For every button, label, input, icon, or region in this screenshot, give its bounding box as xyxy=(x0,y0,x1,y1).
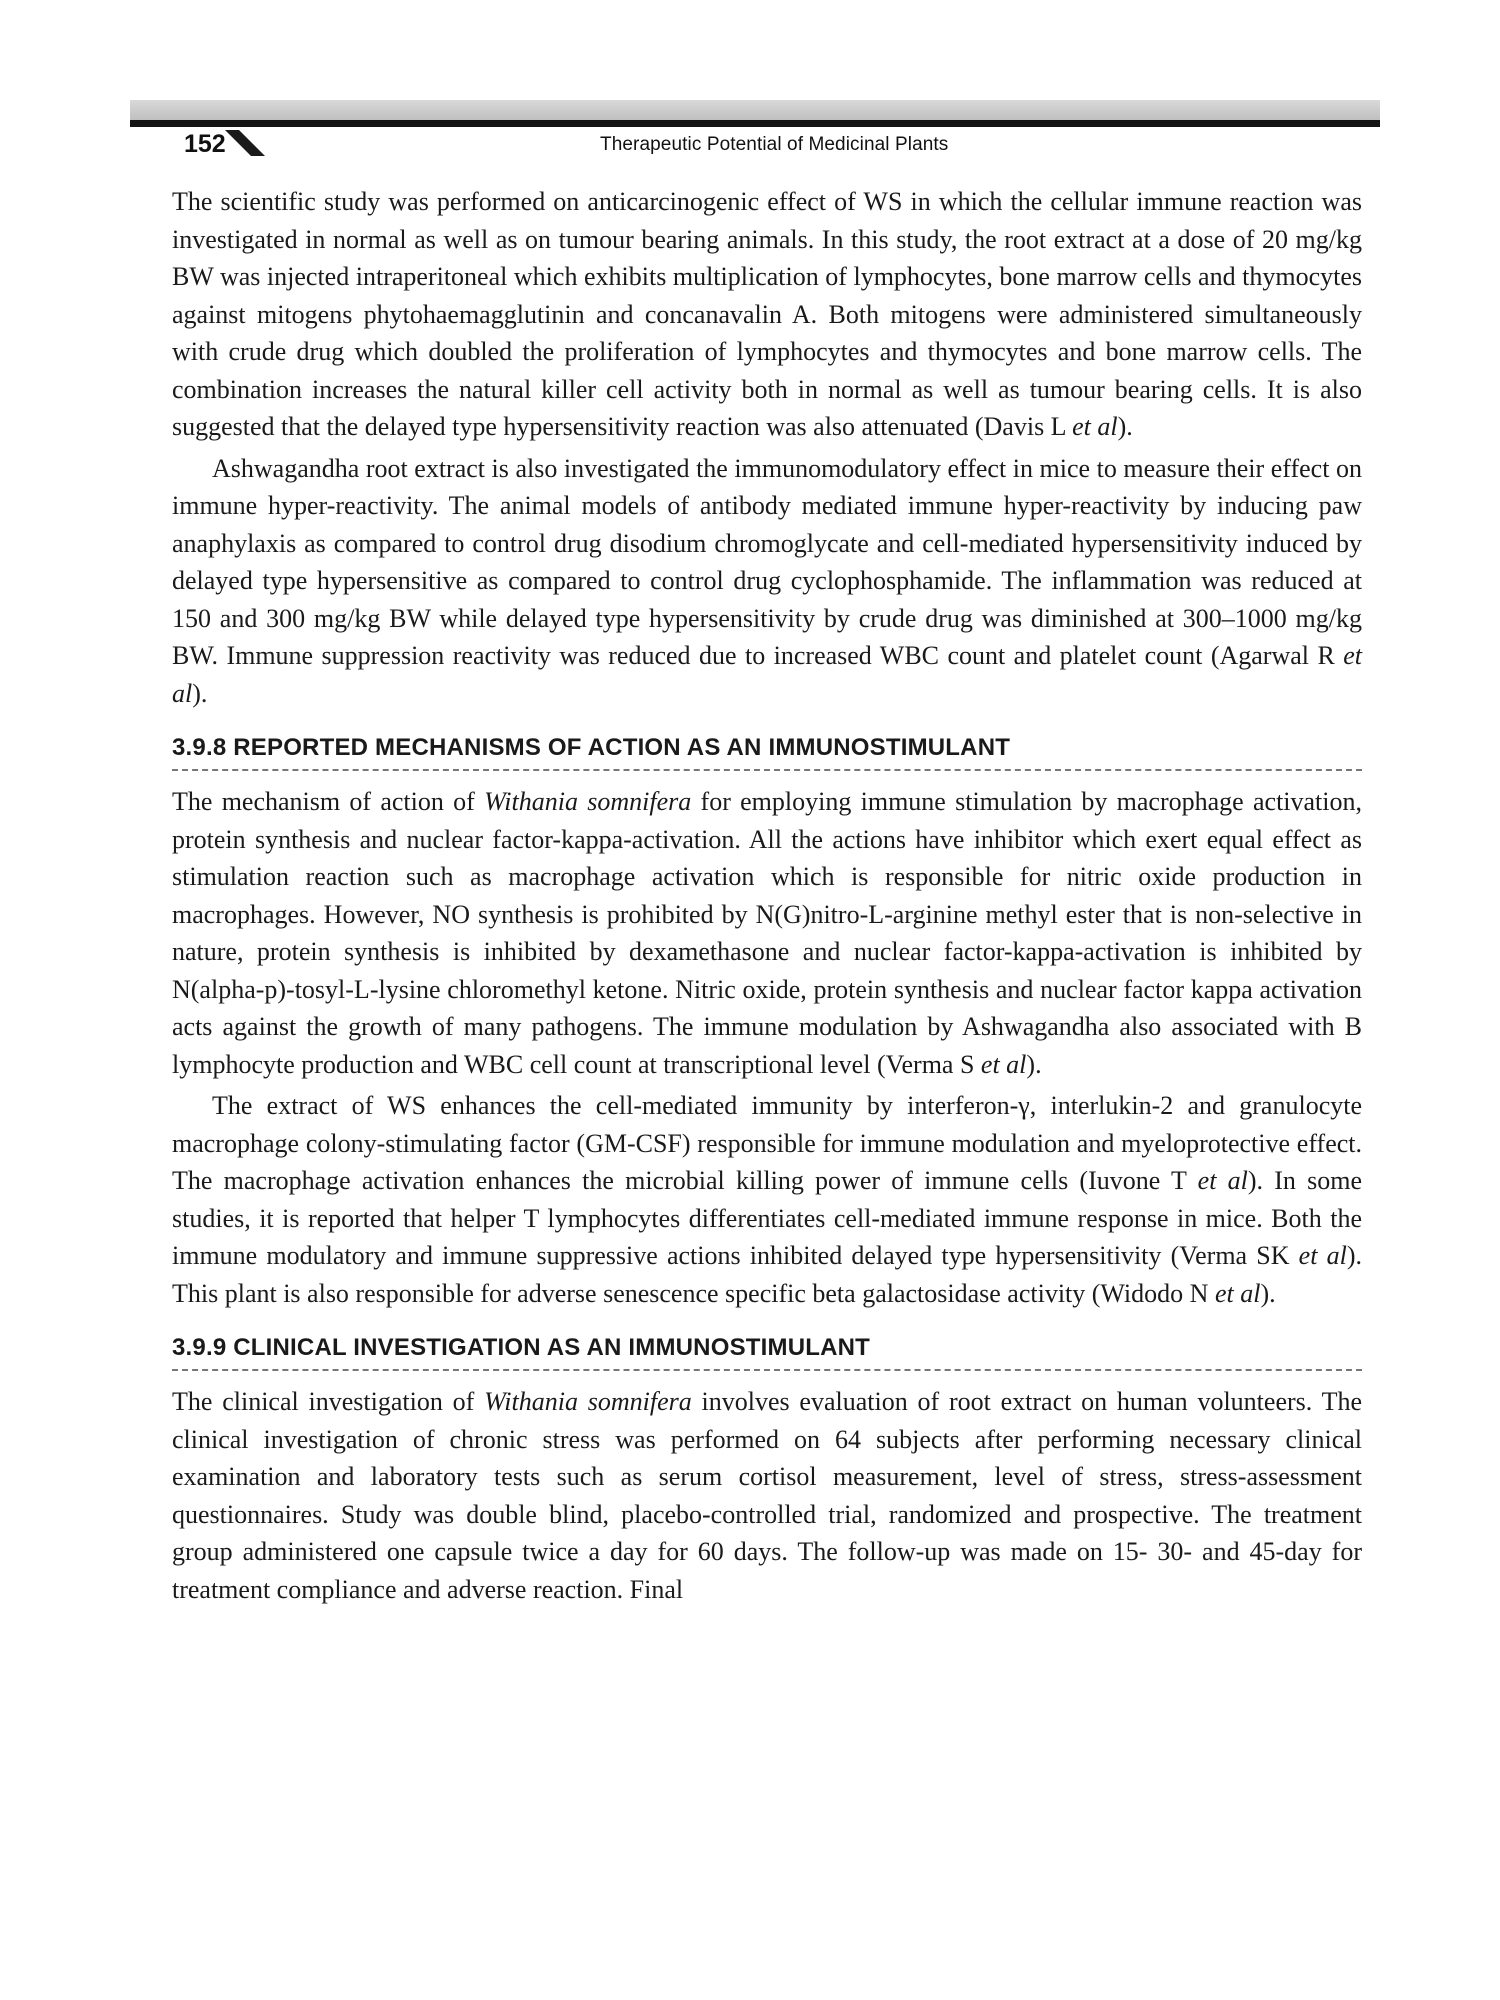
paragraph-1: The scientific study was performed on anticarcinogenic effect of WS in which the cellular immune reaction was investigated in normal as well as on tumour bearing animals. In this study, the root extract at a dose of 20 mg/kg BW was injected intraperitoneal which exhibits multiplication of lymphocytes, bone marrow cells and thymocytes against mitogens phytohaemagglutinin and concanavalin A. Both mitogens were administered simultaneously with crude drug which doubled the proliferation of lymphocytes and thymocytes and bone marrow cells. The combination increases the natural killer cell activity both in normal as well as tumour bearing cells. It is also suggested that the delayed type hypersensitivity reaction was also attenuated (Davis L et al). xyxy=(172,187,1362,441)
header-top-strip xyxy=(130,100,1380,122)
running-title: Therapeutic Potential of Medicinal Plants xyxy=(600,134,949,155)
page-body xyxy=(172,183,1362,1608)
paragraph-4: The extract of WS enhances the cell-mediated immunity by interferon-γ, interlukin-2 and granulocyte macrophage colony-stimulating factor (GM-CSF) responsible for immune modulation and myeloprotective effect. The macrophage activation enhances the microbial killing power of immune cells (Iuvone T et al). In some studies, it is reported that helper T lymphocytes differentiates cell-mediated immune response in mice. Both the immune modulatory and immune suppressive actions inhibited delayed type hypersensitivity (Verma SK et al). This plant is also responsible for adverse senescence specific beta galactosidase activity (Widodo N et al). xyxy=(172,1091,1362,1308)
page-header xyxy=(170,130,1370,164)
paragraph-2: Ashwagandha root extract is also investigated the immunomodulatory effect in mice to measure their effect on immune hyper-reactivity. The animal models of antibody mediated immune hyper-reactivity by inducing paw anaphylaxis as compared to control drug disodium chromoglycate and cell-mediated hypersensitivity induced by delayed type hypersensitive as compared to control drug cyclophosphamide. The inflammation was reduced at 150 and 300 mg/kg BW while delayed type hypersensitivity by crude drug was diminished at 300–1000 mg/kg BW. Immune suppression reactivity was reduced due to increased WBC count and platelet count (Agarwal R et al). xyxy=(172,453,1362,708)
section-heading-3-9-8: 3.9.8 REPORTED MECHANISMS OF ACTION AS AN IMMUNOSTIMULANT xyxy=(172,734,1362,771)
page-tab-mark-icon xyxy=(225,130,265,158)
paragraph-3: The mechanism of action of Withania somnifera for employing immune stimulation by macrophage activation, protein synthesis and nuclear factor-kappa-activation. All the actions have inhibitor which exert equal effect as stimulation reaction such as macrophage activation which is responsible for nitric oxide production in macrophages. However, NO synthesis is prohibited by N(G)nitro-L-arginine methyl ester that is non-selective in nature, protein synthesis is inhibited by dexamethasone and nuclear factor-kappa-activation is inhibited by N(alpha-p)-tosyl-L-lysine chloromethyl ketone. Nitric oxide, protein synthesis and nuclear factor kappa activation acts against the growth of many pathogens. The immune modulation by Ashwagandha also associated with B lymphocyte production and WBC cell count at transcriptional level (Verma S et al). xyxy=(172,787,1363,1079)
page-number: 152 xyxy=(184,130,226,158)
paragraph-5: The clinical investigation of Withania somnifera involves evaluation of root extract on human volunteers. The clinical investigation of chronic stress was performed on 64 subjects after performing necessary clinical examination and laboratory tests such as serum cortisol measurement, level of stress, stress-assessment questionnaires. Study was double blind, placebo-controlled trial, randomized and prospective. The treatment group administered one capsule twice a day for 60 days. The follow-up was made on 15- 30- and 45-day for treatment compliance and adverse reaction. Final xyxy=(172,1387,1362,1604)
section-heading-3-9-9: 3.9.9 CLINICAL INVESTIGATION AS AN IMMUNOSTIMULANT xyxy=(172,1334,1362,1371)
header-rule xyxy=(130,120,1380,127)
